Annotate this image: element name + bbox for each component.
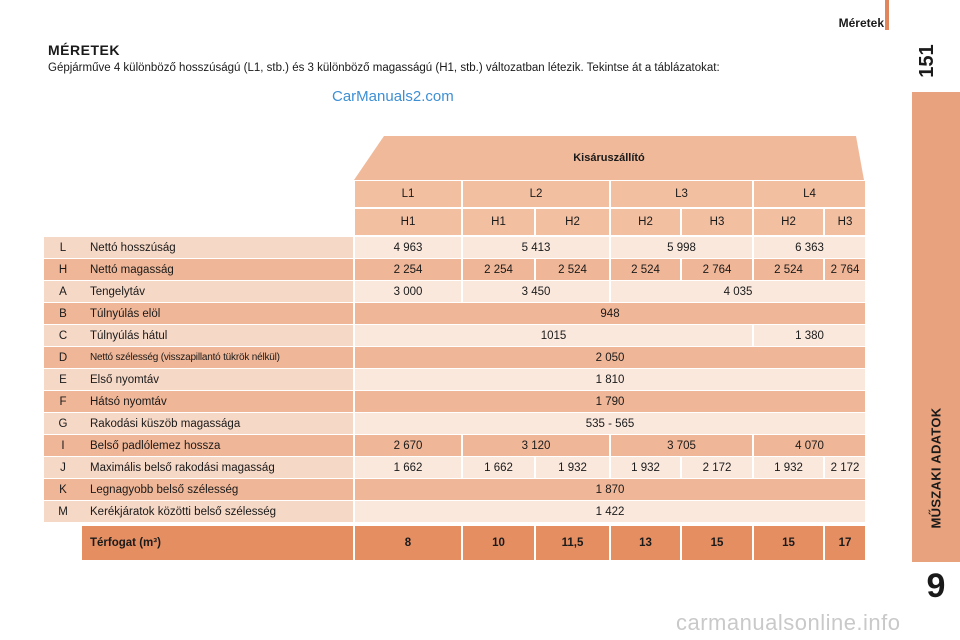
row-value: 1 380 [754,325,865,346]
row-label: Túlnyúlás hátul [82,325,353,346]
row-code: M [44,501,82,522]
row-value: 1 932 [754,457,823,478]
row-value: 2 764 [825,259,865,280]
row-value: 2 524 [536,259,609,280]
row-value: 2 172 [682,457,752,478]
row-value: 3 450 [463,281,609,302]
watermark-top: CarManuals2.com [332,88,454,105]
row-value: 1 422 [355,501,865,522]
row-label: Kerékjáratok közötti belső szélesség [82,501,353,522]
row-code: I [44,435,82,456]
row-value: 4 070 [754,435,865,456]
page-title: MÉRETEK [48,42,120,58]
row-value: 535 - 565 [355,413,865,434]
volume-value: 15 [682,526,752,560]
row-label: Legnagyobb belső szélesség [82,479,353,500]
length-header: L1 [355,181,461,207]
row-value: 4 035 [611,281,865,302]
row-value: 1015 [355,325,752,346]
row-code: D [44,347,82,368]
height-header: H2 [536,209,609,235]
row-value: 6 363 [754,237,865,258]
page-number: 151 [916,44,938,78]
row-value: 3 000 [355,281,461,302]
row-value: 1 790 [355,391,865,412]
row-value: 2 764 [682,259,752,280]
intro-text: Gépjárműve 4 különböző hosszúságú (L1, stb.) és 3 különböző magasságú (H1, stb.) változatban létezik. Tekintse át a táblázatokat: [48,62,720,74]
row-code: L [44,237,82,258]
chapter-number: 9 [926,567,946,605]
row-code: F [44,391,82,412]
row-value: 2 172 [825,457,865,478]
row-label: Nettó magasság [82,259,353,280]
height-header: H2 [754,209,823,235]
volume-value: 15 [754,526,823,560]
row-value: 2 670 [355,435,461,456]
height-header: H3 [682,209,752,235]
row-value: 3 705 [611,435,752,456]
row-value: 2 050 [355,347,865,368]
row-label: Nettó szélesség (visszapillantó tükrök nélkül) [82,347,353,368]
row-label: Nettó hosszúság [82,237,353,258]
row-code: C [44,325,82,346]
length-header: L2 [463,181,609,207]
height-header: H2 [611,209,680,235]
row-value: 5 413 [463,237,609,258]
row-value: 2 254 [355,259,461,280]
row-code: E [44,369,82,390]
row-value: 3 120 [463,435,609,456]
row-label: Túlnyúlás elöl [82,303,353,324]
row-code: A [44,281,82,302]
row-value: 5 998 [611,237,752,258]
volume-label: Térfogat (m³) [82,526,353,560]
row-value: 2 524 [611,259,680,280]
row-code: H [44,259,82,280]
volume-value: 17 [825,526,865,560]
volume-value: 10 [463,526,534,560]
volume-value: 8 [355,526,461,560]
row-code: J [44,457,82,478]
row-code: K [44,479,82,500]
length-header: L4 [754,181,865,207]
row-value: 1 870 [355,479,865,500]
row-value: 2 524 [754,259,823,280]
watermark-bottom: carmanualsonline.info [676,610,901,635]
row-value: 2 254 [463,259,534,280]
table-title: Kisáruszállító [573,152,645,164]
header-accent-bar [885,0,889,30]
row-value: 948 [355,303,865,324]
row-label: Belső padlólemez hossza [82,435,353,456]
row-label: Tengelytáv [82,281,353,302]
row-label: Maximális belső rakodási magasság [82,457,353,478]
chapter-band-label: MŰSZAKI ADATOK [928,407,944,529]
row-value: 1 662 [355,457,461,478]
volume-value: 13 [611,526,680,560]
row-value: 1 810 [355,369,865,390]
height-header: H3 [825,209,865,235]
volume-value: 11,5 [536,526,609,560]
row-label: Első nyomtáv [82,369,353,390]
row-value: 1 932 [611,457,680,478]
row-code: G [44,413,82,434]
row-value: 1 662 [463,457,534,478]
row-label: Rakodási küszöb magassága [82,413,353,434]
length-header: L3 [611,181,752,207]
height-header: H1 [355,209,461,235]
row-label: Hátsó nyomtáv [82,391,353,412]
row-code: B [44,303,82,324]
row-value: 1 932 [536,457,609,478]
row-value: 4 963 [355,237,461,258]
section-header: Méretek [838,16,884,30]
height-header: H1 [463,209,534,235]
